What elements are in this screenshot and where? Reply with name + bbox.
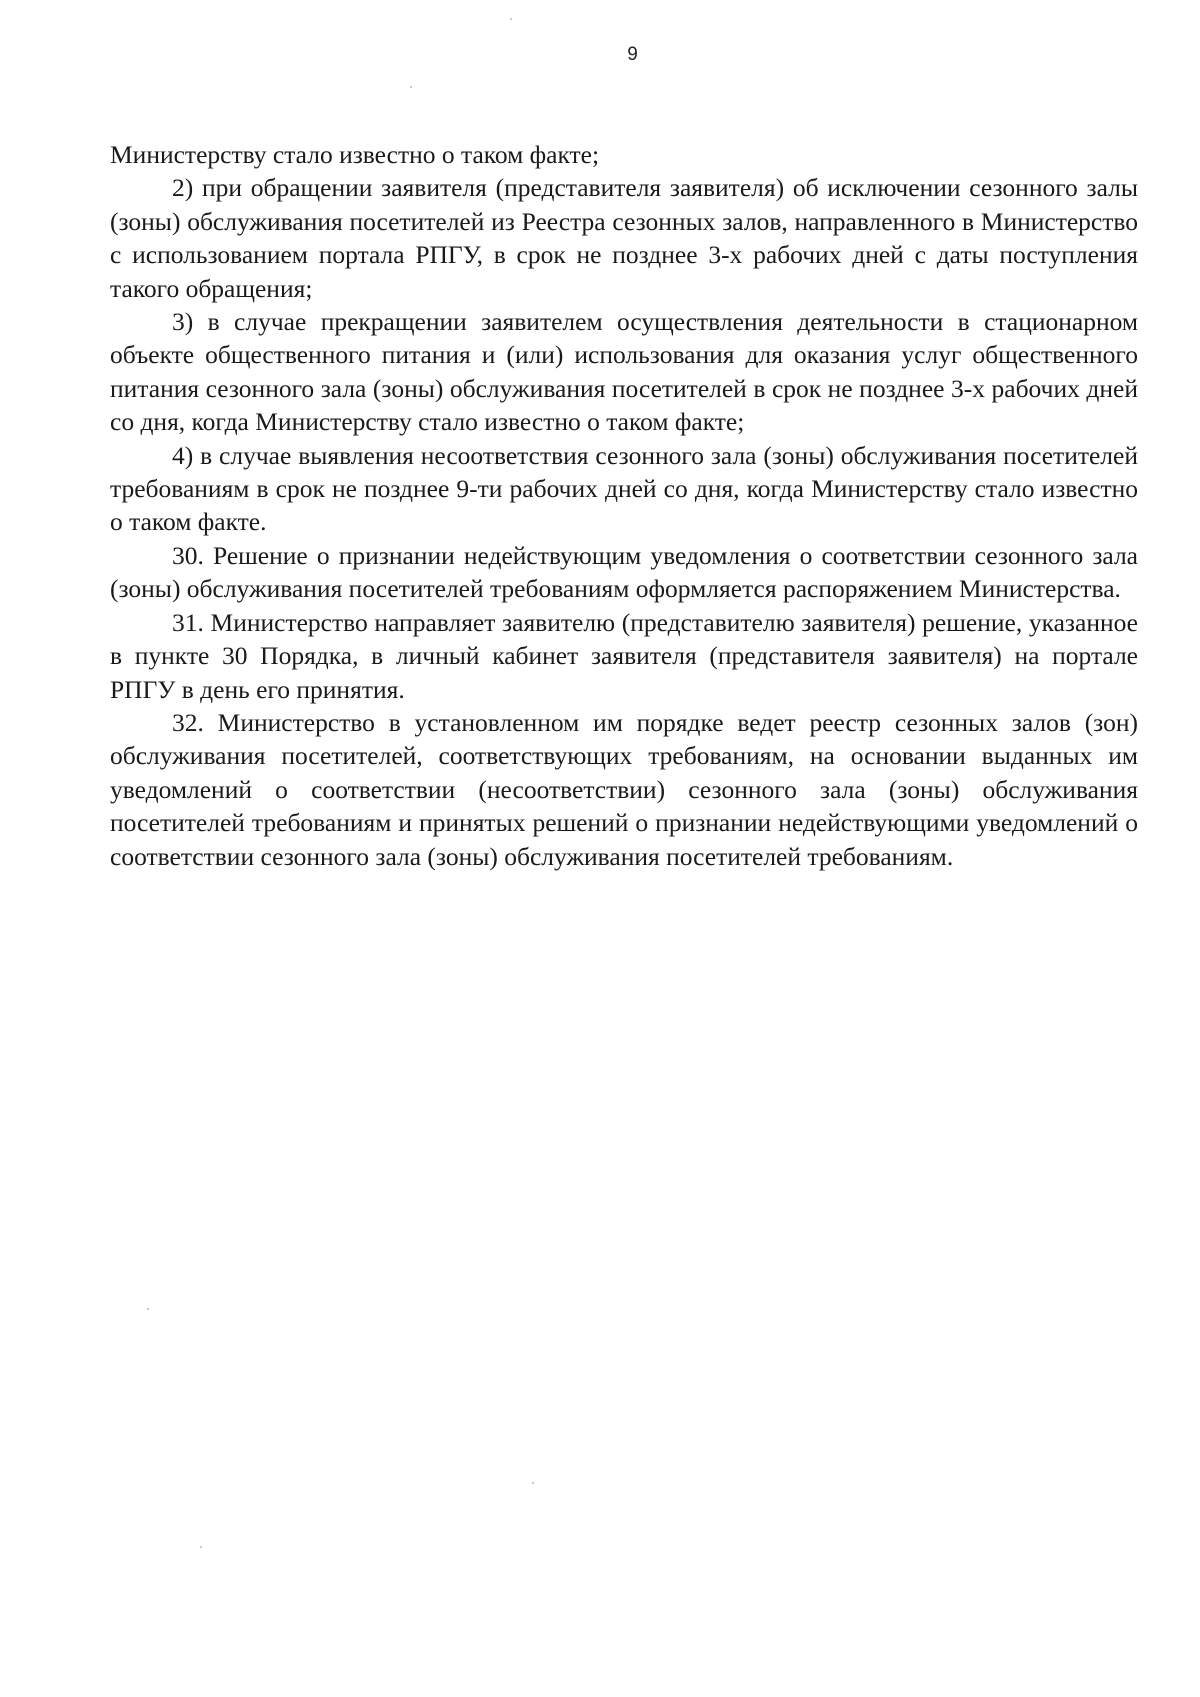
paragraph-clause-31: 31. Министерство направляет заявителю (представителю заявителя) решение, указанное в пункте 30 Порядка, в личный кабинет заявителя (представителя заявителя) на портале РПГУ в день его принятия. — [110, 607, 1138, 704]
paragraph-continuation: Министерству стало известно о таком факте; — [110, 140, 600, 169]
paragraph-item-3: 3) в случае прекращении заявителем осуществления деятельности в стационарном объекте общественного питания и (или) использования для оказания услуг общественного питания сезонного зала (зоны) обслуживания посетителей в срок не позднее 3-х рабочих дней со дня, когда Министерству стало известно о таком факте; — [110, 307, 1138, 437]
scan-speck — [200, 1546, 202, 1548]
scan-speck — [410, 86, 412, 88]
document-body — [110, 138, 1138, 873]
scan-speck — [532, 1482, 534, 1484]
paragraph-item-4: 4) в случае выявления несоответствия сезонного зала (зоны) обслуживания посетителей требованиям в срок не позднее 9-ти рабочих дней со дня, когда Министерству стало известно о таком факте. — [110, 440, 1138, 537]
paragraph-item-2: 2) при обращении заявителя (представителя заявителя) об исключении сезонного залы (зоны) обслуживания посетителей из Реестра сезонных залов, направленного в Министерство с использованием портала РПГУ, в срок не позднее 3-х рабочих дней с даты поступления такого обращения; — [110, 173, 1138, 303]
scan-speck — [510, 18, 512, 20]
paragraph-clause-32: 32. Министерство в установленном им порядке ведет реестр сезонных залов (зон) обслуживания посетителей, соответствующих требованиям, на основании выданных им уведомлений о соответствии (несоответствии) сезонного зала (зоны) обслуживания посетителей требованиям и принятых решений о признании недействующими уведомлений о соответствии сезонного зала (зоны) обслуживания посетителей требованиям. — [110, 707, 1138, 871]
scan-speck — [147, 1308, 149, 1310]
page-number: 9 — [627, 44, 638, 65]
paragraph-clause-30: 30. Решение о признании недействующим уведомления о соответствии сезонного зала (зоны) обслуживания посетителей требованиям оформляется распоряжением Министерства. — [110, 540, 1138, 604]
